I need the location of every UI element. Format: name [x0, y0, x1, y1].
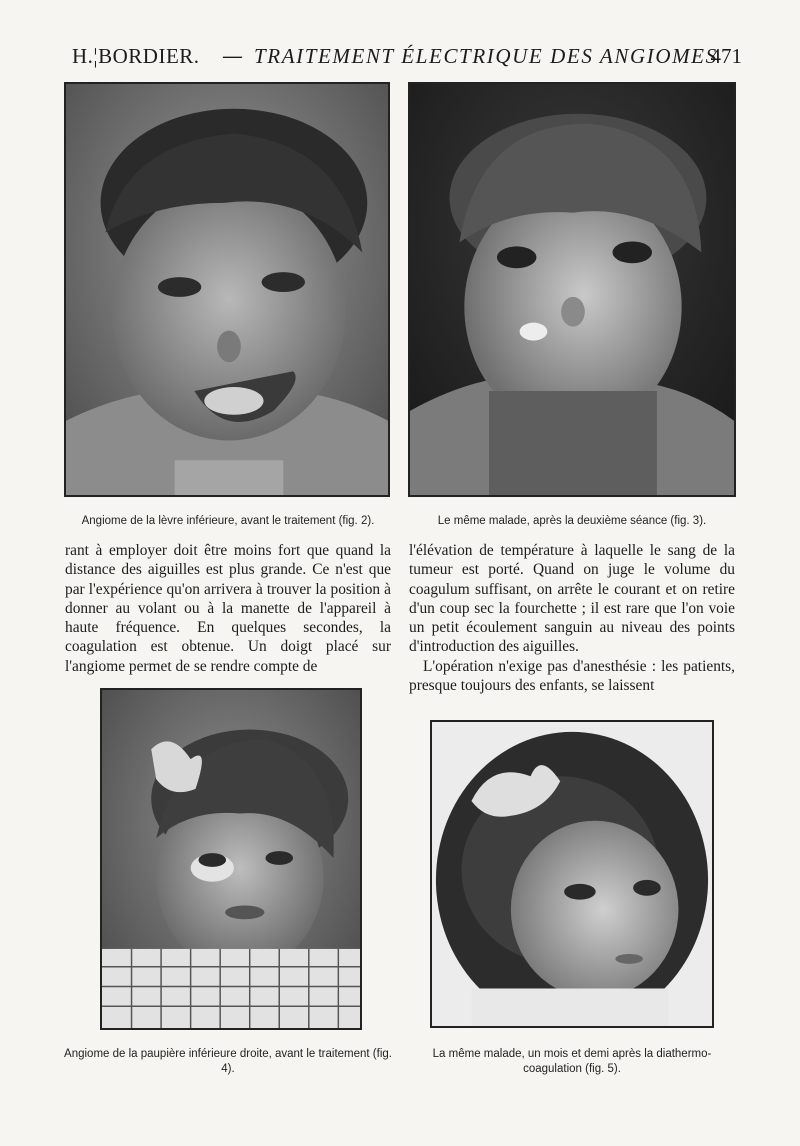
body-column-left	[65, 541, 391, 676]
body-column-right	[409, 541, 735, 695]
paragraph-left: rant à employer doit être moins fort que quand la distance des aiguilles est plus grande. Ce n'est que par l'expérience qu'on arrivera à trouver la position à donner au volant ou à la manette de l'appareil à haute fréquence. En quelques secondes, la coagulation est obtenue. Un doigt placé sur l'angiome permet de se rendre compte de	[65, 542, 391, 675]
header-title: TRAITEMENT ÉLECTRIQUE DES ANGIOMES	[254, 44, 718, 68]
caption-fig-4: Angiome de la paupière inférieure droite, avant le traitement (fig. 4).	[64, 1048, 392, 1075]
photo-fig-5	[430, 720, 714, 1028]
caption-fig-3: Le même malade, après la deuxième séance (fig. 3).	[437, 515, 707, 527]
photo-fig-3	[408, 82, 736, 497]
caption-fig-2: Angiome de la lèvre inférieure, avant le traitement (fig. 2).	[81, 515, 375, 527]
running-header	[72, 40, 742, 74]
paragraph-right-2: L'opération n'exige pas d'anesthésie : les patients, presque toujours des enfants, se laissent	[409, 657, 735, 695]
photo-fig-2	[64, 82, 390, 497]
page-number: 471	[710, 44, 742, 68]
header-dash: —	[222, 44, 243, 68]
photo-fig-4	[100, 688, 362, 1030]
paragraph-right-1: l'élévation de température à laquelle le sang de la tumeur est porté. Quand on juge le volume du coagulum suffisant, on arrête le courant et on retire d'un coup sec la fourchette ; il est rare que l'on voie un petit écoulement sanguin au niveau des points d'introduction des aiguilles.	[409, 542, 735, 656]
caption-fig-5: La même malade, un mois et demi après la diathermo-coagulation (fig. 5).	[432, 1048, 712, 1075]
header-author: H.¦BORDIER.	[72, 44, 200, 68]
